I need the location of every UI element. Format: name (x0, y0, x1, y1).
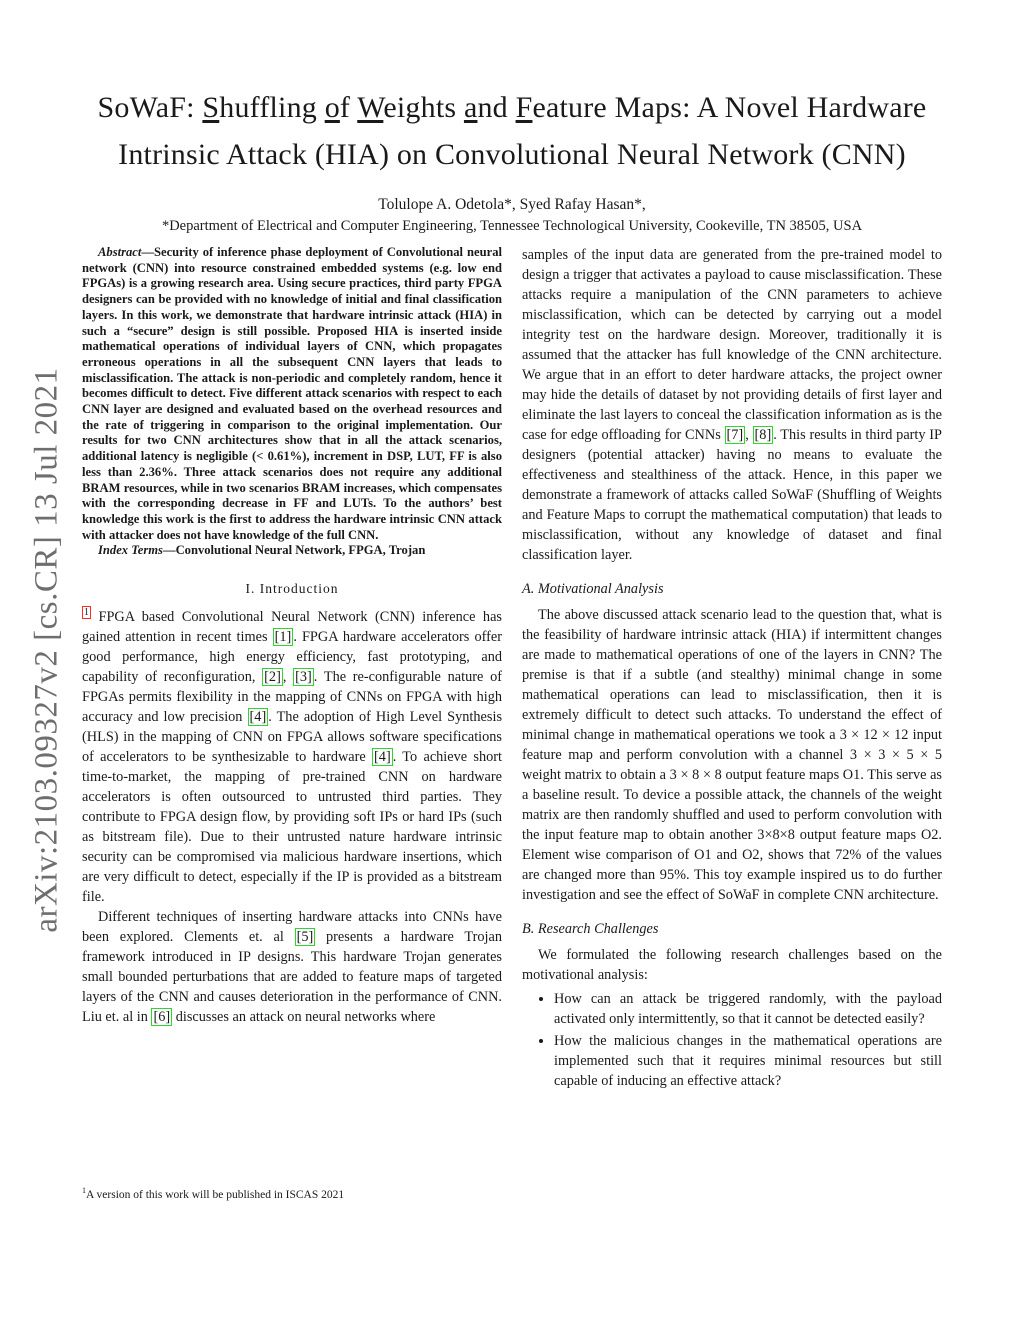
citation-link[interactable]: [4] (374, 749, 391, 766)
list-item: • How the malicious changes in the mathematical operations are implemented such that it requires minimal resources but still capable of inducing an effective attack? (554, 1031, 942, 1091)
subsection-heading-motivational-analysis: A. Motivational Analysis (522, 581, 664, 597)
citation-link[interactable]: [1] (274, 629, 292, 646)
paper-title (60, 84, 964, 178)
index-terms: Index Terms—Convolutional Neural Network, FPGA, Trojan (98, 543, 426, 558)
title-line-1: SoWaF: Shuffling of Weights and Feature Maps: A Novel Hardware (97, 91, 927, 124)
citation-link[interactable]: [6] (153, 1009, 171, 1026)
citation-link[interactable]: [2] (264, 669, 281, 686)
right-column (522, 245, 942, 1093)
author-list: Tolulope A. Odetola*, Syed Rafay Hasan*, (378, 196, 646, 213)
citation-link[interactable]: [5] (296, 929, 314, 946)
subsection-heading-research-challenges: B. Research Challenges (522, 921, 659, 937)
intro-paragraph-2: Different techniques of inserting hardware attacks into CNNs have been explored. Clements et. al [5] presents a hardware Trojan framework introduced in IP designs. This hardware Trojan generates small bounded perturbations that are added to feature maps of targeted layers of the CNN and causes deterioration in the performance of CNN. Liu et. al in [6] discusses an attack on neural networks where (82, 909, 502, 1026)
footnote-number: 1 (82, 1186, 86, 1195)
footnote-link[interactable]: 1 (84, 607, 89, 619)
left-column (82, 245, 502, 1027)
research-challenges-list (522, 989, 942, 1091)
citation-link[interactable]: [4] (249, 709, 267, 726)
citation-link[interactable]: [7] (726, 427, 744, 443)
title-line-2: Intrinsic Attack (HIA) on Convolutional Neural Network (CNN) (118, 138, 906, 171)
intro-paragraph-1: $^1$ FPGA based Convolutional Neural Network (CNN) inference has gained attention in recent times [1] . FPGA hardware accelerators offer good performance, high energy efficiency, fast prototyping, and capability of reconfiguration, [2] , [3] . The re-configurable nature of FPGAs permits flexibility in the mapping of CNNs on FPGA with high accuracy and low precision [4] . The adoption of High Level Synthesis (HLS) in the mapping of CNN on FPGA allows software specifications of accelerators to be synthesizable to hardware [4] . To achieve short time-to-market, the mapping of pre-trained CNN on hardware accelerators is often outsourced to untrusted third parties. They contribute to FPGA design flow, by providing soft IPs or hard IPs (such as bitstream file). Due to their untrusted nature hardware intrinsic security can be compromised via malicious hardware insertions, which are very difficult to detect, especially if the IP is provided as a bitstream file. (82, 607, 503, 906)
citation-link[interactable]: [3] (295, 669, 312, 686)
affiliation: *Department of Electrical and Computer Engineering, Tennessee Technological University, Cookeville, TN 38505, USA (161, 218, 863, 234)
motivational-analysis-paragraph: The above discussed attack scenario lead to the question that, what is the feasibility of hardware intrinsic attack (HIA) if intermittent changes are made to mathematical operations of one of the layers in CNN? The premise is that if a subtle (and stealthy) minimal change in some mathematical operations can lead to misclassification, then it is extremely difficult to detect such attacks. To understand the effect of minimal change in mathematical operations we took a 3 × 12 × 12 input feature map and perform convolution with a channel 3 × 3 × 5 × 5 weight matrix to obtain a 3 × 8 × 8 output feature maps O1. This serve as a baseline result. To device a possible attack, the channels of the weight matrix are then randomly shuffled and used to perform convolution with the input feature map to obtain another 3×8×8 output feature maps O2. Element wise comparison of O1 and O2, shows that 72% of the values are changed more than 95%. This toy example inspired us to do further investigation and see the effect of SoWaF in complete CNN architecture. (522, 607, 942, 903)
section-heading-introduction: I. Introduction (245, 581, 339, 597)
list-item: • How can an attack be triggered randomly, with the payload activated only intermittently, so that it cannot be detected easily? (554, 989, 942, 1029)
arxiv-id: arXiv:2103.09327v2 [cs.CR] 13 Jul 2021 (28, 367, 65, 933)
research-challenges-paragraph: We formulated the following research challenges based on the motivational analysis: (522, 947, 942, 983)
citation-link[interactable]: [8] (754, 427, 772, 443)
footnote: $^1$A version of this work will be published in ISCAS 2021 (82, 1186, 345, 1201)
body-paragraph-continued: samples of the input data are generated from the pre-trained model to design a trigger that activates a payload to cause misclassification. These attacks require a manipulation of the CNN parameters to achieve misclassification, which can be detected by carrying out a model integrity test on the hardware design. Moreover, traditionally it is assumed that the attacker has full knowledge of the CNN architecture. We argue that in an effort to deter hardware attacks, the project owner may hide the details of dataset by not providing details of first layer and eliminate the last layers to conceal the classification information as is the case for edge offloading for CNNs [7] , [8] . This results in third party IP designers (potential attacker) having no means to evaluate the effectiveness and stealthiness of the attack. Hence, in this paper we demonstrate a framework of attacks called SoWaF (Shuffling of Weights and Feature Maps to corrupt the mathematical computation) that leads to misclassification, without any knowledge of dataset and final classification layer. (522, 247, 943, 563)
abstract: Abstract—Security of inference phase deployment of Convolutional neural network (CNN) into resource constrained embedded systems (e.g. low end FPGAs) is a growing research area. Using secure practices, third party FPGA designers can be provided with no knowledge of initial and final classification layers. In this work, we demonstrate that hardware intrinsic attack (HIA) in such a “secure” design is still possible. Proposed HIA is inserted inside mathematical operations of individual layers of CNN, which propagates erroneous operations in all the subsequent CNN layers that leads to misclassification. The attack is non-periodic and completely random, hence it becomes difficult to detect. Five different attack scenarios with respect to each CNN layer are designed and evaluated based on the overhead resources and the rate of triggering in comparison to the original implementation. Our results for two CNN architectures show that in all the attack scenarios, additional latency is negligible (< 0.61%), increment in DSP, LUT, FF is also less than 2.36%. Three attack scenarios does not require any additional BRAM resources, while in two scenarios BRAM increases, which compensates with the corresponding decrease in FF and LUTs. To the authors’ best knowledge this work is the first to address the hardware intrinsic CNN attack with attacker does not have knowledge of the full CNN. (82, 245, 502, 542)
